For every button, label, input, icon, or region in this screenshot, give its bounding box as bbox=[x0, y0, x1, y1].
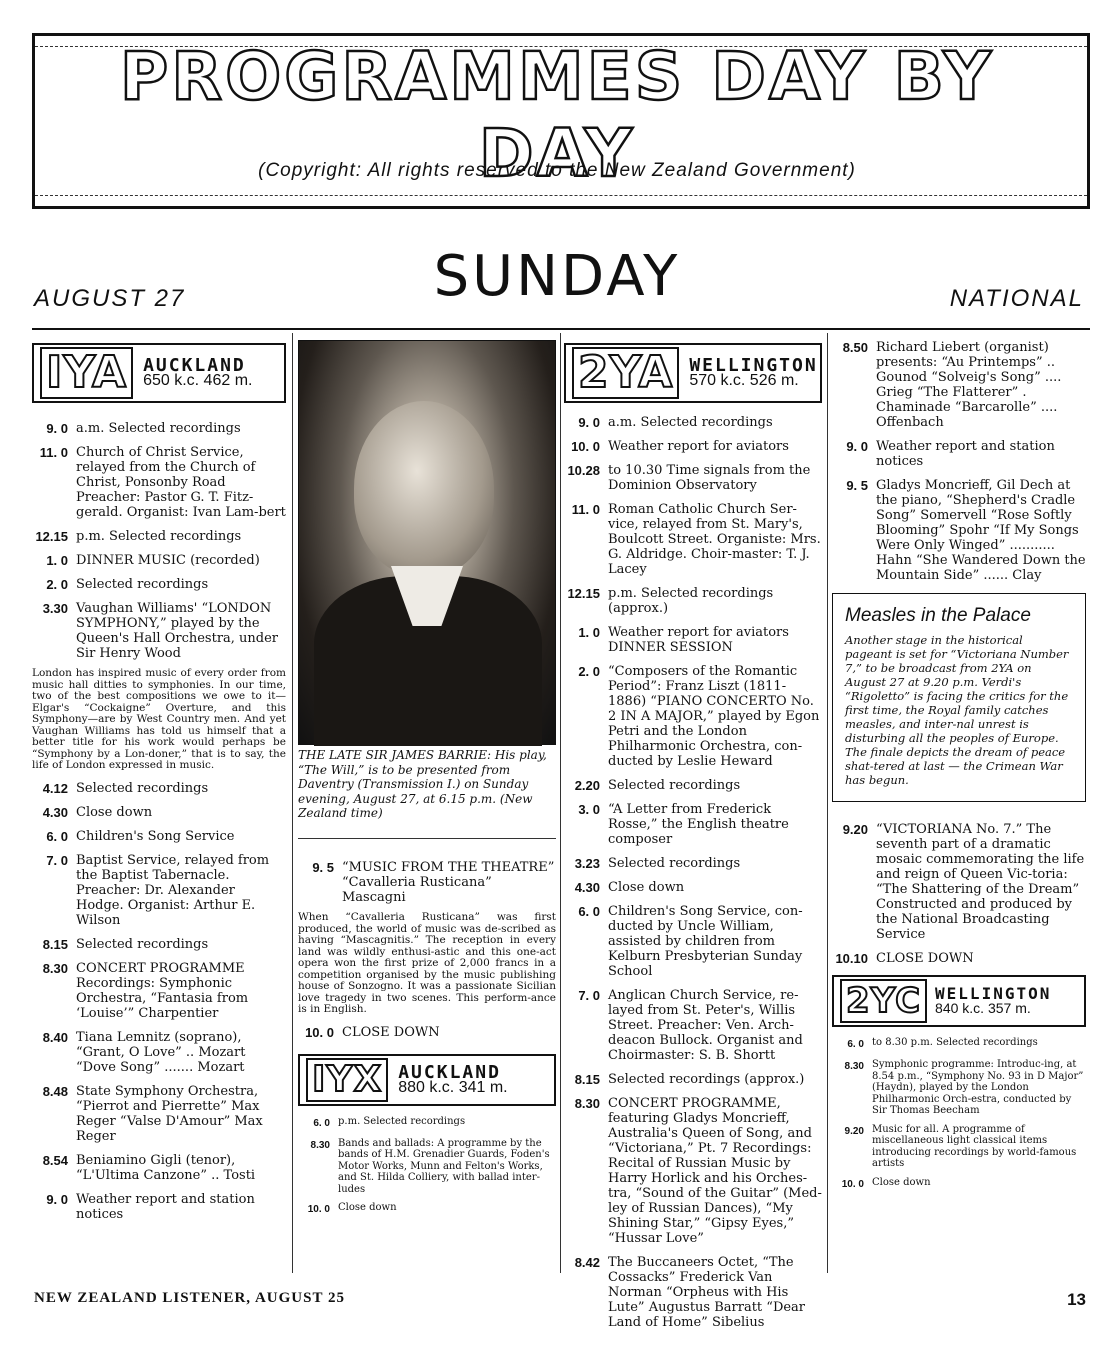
item-time: 10. 0 bbox=[307, 1204, 330, 1215]
item-time: 10. 0 bbox=[571, 439, 600, 454]
item-desc: Close down bbox=[872, 1176, 931, 1188]
item-desc: “VICTORIANA No. 7.” The seventh part of a dramatic mosaic commemorating the life and reign of Queen Vic-toria: “The Shattering of the Dream” Constructed and produced by the National Broadcasting Service bbox=[876, 822, 1085, 942]
2ya-column bbox=[564, 343, 822, 1339]
list-item bbox=[32, 445, 286, 520]
column-divider bbox=[560, 333, 561, 1273]
item-time: 2. 0 bbox=[46, 577, 68, 592]
list-item bbox=[564, 1255, 822, 1330]
item-desc: CONCERT PROGRAMME Recordings: Symphonic Orchestra, “Fantasia from ‘Louise’” Charpentier bbox=[76, 960, 249, 1021]
list-item bbox=[564, 415, 822, 430]
iya-station-name: AUCKLAND bbox=[143, 355, 246, 376]
item-time: 7. 0 bbox=[46, 852, 68, 868]
item-time: 10.28 bbox=[567, 463, 600, 478]
list-item bbox=[298, 1202, 556, 1217]
item-desc: Close down bbox=[338, 1202, 397, 1213]
list-item bbox=[832, 1059, 1086, 1117]
2ya-evening-list bbox=[832, 340, 1086, 583]
iya-logo: IYA bbox=[40, 347, 133, 399]
item-time: 8.50 bbox=[842, 340, 868, 355]
item-time: 3.30 bbox=[42, 601, 68, 616]
list-item bbox=[298, 860, 556, 905]
2ya-station-name: WELLINGTON bbox=[689, 355, 818, 376]
item-desc: Richard Liebert (organist) presents: “Au Printemps” .. Gounod “Solveig's Song” .... Grieg “The Flatterer” . Chaminade “Barcarolle” .... Offenbach bbox=[876, 340, 1062, 430]
item-desc: Music for all. A programme of miscellaneous light classical items introducing recordings by world-famous artists bbox=[872, 1123, 1077, 1169]
item-desc: Close down bbox=[76, 804, 153, 820]
list-item bbox=[564, 439, 822, 454]
item-time: 9. 0 bbox=[578, 415, 600, 430]
list-item bbox=[564, 502, 822, 577]
item-time: 8.48 bbox=[42, 1083, 68, 1099]
iya-programme-list-2 bbox=[32, 781, 286, 1222]
item-time: 8.30 bbox=[310, 1139, 330, 1151]
2ya-logo: 2YA bbox=[572, 347, 679, 399]
photo-caption: THE LATE SIR JAMES BARRIE: His play, “The Will,” is to be presented from Daventry (Transmission I.) on Sunday evening, August 27, at 6.15 p.m. (New Zealand time) bbox=[298, 748, 547, 820]
item-time: 11. 0 bbox=[571, 502, 600, 517]
item-desc: Tiana Lemnitz (soprano), “Grant, O Love” .. Mozart “Dove Song” ....... Mozart bbox=[76, 1029, 246, 1075]
list-item bbox=[32, 1084, 286, 1144]
item-time: 9. 5 bbox=[846, 478, 868, 493]
item-desc: DINNER MUSIC (recorded) bbox=[76, 553, 260, 568]
list-item bbox=[564, 664, 822, 769]
item-time: 6. 0 bbox=[847, 1039, 864, 1050]
item-desc: Vaughan Williams' “LONDON SYMPHONY,” played by the Queen's Hall Orchestra, under Sir Henry Wood bbox=[76, 601, 279, 661]
item-desc: Roman Catholic Church Ser-vice, relayed from St. Mary's, Boulcott Street. Organiste: Mrs. G. Aldridge. Choir-master: T. J. Lacey bbox=[608, 502, 821, 577]
2yc-station-header bbox=[832, 975, 1086, 1027]
iya-frequency: 650 k.c. 462 m. bbox=[143, 372, 253, 389]
list-item bbox=[32, 781, 286, 796]
item-desc: Children's Song Service, con-ducted by Uncle William, assisted by children from Kelburn Presbyterian Sunday School bbox=[608, 904, 803, 979]
list-item bbox=[832, 1037, 1086, 1052]
item-time: 9. 5 bbox=[312, 860, 334, 875]
copyright-notice: (Copyright: All rights reserved to the New Zealand Government) bbox=[258, 160, 856, 181]
item-desc: Selected recordings (approx.) bbox=[608, 1072, 805, 1087]
item-desc: Baptist Service, relayed from the Baptist Tabernacle. Preacher: Dr. Alexander Hodge. Organist: Arthur E. Wilson bbox=[76, 852, 270, 928]
item-time: 12.15 bbox=[567, 586, 600, 601]
item-time: 4.30 bbox=[574, 880, 600, 895]
item-time: 8.54 bbox=[42, 1152, 68, 1168]
iyx-programme-list bbox=[298, 1116, 556, 1218]
list-item bbox=[832, 439, 1086, 469]
item-time: 2. 0 bbox=[578, 664, 600, 679]
item-time: 9. 0 bbox=[46, 421, 68, 436]
item-desc: The Buccaneers Octet, “The Cossacks” Frederick Van Norman “Orpheus with His Lute” Augustus Barratt “Dear Land of Home” Sibelius bbox=[608, 1255, 806, 1330]
item-desc: Selected recordings bbox=[76, 577, 209, 592]
header-rule bbox=[32, 328, 1090, 330]
list-item bbox=[32, 1153, 286, 1183]
item-time: 6. 0 bbox=[313, 1117, 330, 1129]
feature-body: Another stage in the historical pageant is set for “Victoriana Number 7,” to be broadcast from 2YA on August 27 at 9.20 p.m. Verdi's “Rigoletto” is facing the critics for the first time, the Royal family catches measles, and inter-nal unrest is disturbing all the peoples of Europe. The finale depicts the dream of peace shat-tered at last — the Crimean War has begun. bbox=[845, 633, 1069, 787]
item-time: 8.30 bbox=[844, 1061, 864, 1072]
item-desc: p.m. Selected recordings bbox=[76, 529, 242, 544]
list-item bbox=[832, 822, 1086, 942]
item-desc: Weather report for aviators DINNER SESSION bbox=[608, 625, 789, 655]
portrait-photo bbox=[298, 340, 556, 745]
list-item bbox=[32, 829, 286, 844]
list-item bbox=[32, 601, 286, 661]
list-item bbox=[832, 1177, 1086, 1192]
2ya-late-list bbox=[832, 822, 1086, 966]
list-item bbox=[832, 951, 1086, 966]
item-desc: Symphonic programme: Introduc-ing, at 8.54 p.m., “Symphony No. 93 in D Major” (Haydn), played by the London Philharmonic Orch-estra, conducted by Sir Thomas Beecham bbox=[872, 1059, 1084, 1116]
list-item bbox=[564, 802, 822, 847]
item-time: 9.20 bbox=[844, 1125, 864, 1137]
iyx-logo: IYX bbox=[306, 1058, 388, 1102]
item-time: 10.10 bbox=[835, 951, 868, 966]
2yc-programme-list bbox=[832, 1037, 1086, 1192]
iyx-frequency: 880 k.c. 341 m. bbox=[398, 1078, 508, 1096]
iyx-station-header bbox=[298, 1054, 556, 1106]
iya-column bbox=[32, 343, 286, 1231]
list-item bbox=[564, 625, 822, 655]
item-time: 4.12 bbox=[42, 780, 68, 796]
list-item bbox=[298, 1025, 556, 1040]
iya-station-header bbox=[32, 343, 286, 403]
item-time: 10. 0 bbox=[305, 1024, 334, 1040]
item-time: 12.15 bbox=[35, 529, 68, 544]
network-label: NATIONAL bbox=[949, 285, 1084, 312]
item-time: 6. 0 bbox=[578, 904, 600, 919]
divider bbox=[298, 838, 556, 839]
list-item bbox=[564, 904, 822, 979]
list-item bbox=[564, 1096, 822, 1246]
list-item bbox=[832, 1124, 1086, 1170]
list-item bbox=[32, 529, 286, 544]
item-time: 3. 0 bbox=[578, 802, 600, 817]
item-time: 8.30 bbox=[574, 1096, 600, 1111]
item-desc: Anglican Church Service, re-layed from St. Peter's, Willis Street. Preacher: Ven. Arch-deacon Bullock. Organist and Choirmaster: S. B. Shortt bbox=[608, 988, 803, 1063]
item-desc: Gladys Moncrieff, Gil Dech at the piano, “Shepherd's Cradle Song” Somervell “Rose Softly Blooming” Spohr “If My Songs Were Only Winged” ........... Hahn “She Wandered Down the Mountain Side” ...... Clay bbox=[876, 478, 1086, 583]
list-item bbox=[32, 577, 286, 592]
mid-note: When “Cavalleria Rusticana” was first produced, the world of music was de-scribed as having “Mascagnitis.” The reception in every land was wildly enthusi-astic and this one-act opera won the first prize of 2,000 francs in a competition organised by the music publishing house of Sonzogno. It was a passionate Sicilian love tragedy in two scenes. This perform-ance is in English. bbox=[298, 911, 556, 1015]
iya-note: London has inspired music of every order from music hall ditties to symphonies. In our time, two of the best compositions we owe to it—Elgar's “Cockaigne” Overture, and this Symphony—are by West Country men. And yet Vaughan Williams has told us himself that a better title for his work would perhaps be “Symphony by a Lon-doner,” that is to say, the life of London expressed in music. bbox=[32, 667, 286, 771]
item-desc: “MUSIC FROM THE THEATRE” “Cavalleria Rusticana” Mascagni bbox=[342, 860, 555, 905]
list-item bbox=[564, 586, 822, 616]
list-item bbox=[32, 961, 286, 1021]
item-time: 3.23 bbox=[574, 856, 600, 871]
item-desc: Beniamino Gigli (tenor), “L'Ultima Canzone” .. Tosti bbox=[76, 1152, 256, 1183]
list-item bbox=[32, 937, 286, 952]
list-item bbox=[298, 1116, 556, 1131]
item-desc: Weather report and station notices bbox=[876, 439, 1055, 469]
2ya-frequency: 570 k.c. 526 m. bbox=[689, 372, 799, 389]
list-item bbox=[564, 1072, 822, 1087]
footer-publication: NEW ZEALAND LISTENER, AUGUST 25 bbox=[34, 1290, 345, 1306]
day-title: SUNDAY bbox=[433, 244, 681, 309]
2ya-station-header bbox=[564, 343, 822, 403]
item-desc: to 10.30 Time signals from the Dominion Observatory bbox=[608, 463, 811, 493]
list-item bbox=[32, 553, 286, 568]
item-desc: “A Letter from Frederick Rosse,” the English theatre composer bbox=[608, 802, 789, 847]
2yc-station-name: WELLINGTON bbox=[935, 984, 1052, 1003]
date-label: AUGUST 27 bbox=[34, 285, 186, 312]
item-time: 1. 0 bbox=[46, 553, 68, 568]
item-time: 1. 0 bbox=[578, 625, 600, 640]
item-time: 8.30 bbox=[42, 960, 68, 976]
feature-box bbox=[832, 593, 1086, 802]
item-desc: Bands and ballads: A programme by the bands of H.M. Grenadier Guards, Foden's Motor Works, Munn and Felton's Works, and St. Hilda Colliery, with ballad inter-ludes bbox=[338, 1137, 550, 1195]
item-desc: State Symphony Orchestra, “Pierrot and Pierrette” Max Reger “Valse D'Amour” Max Reger bbox=[76, 1083, 263, 1144]
2ya-programme-list bbox=[564, 415, 822, 1330]
masthead-title: PROGRAMMES DAY BY DAY bbox=[119, 38, 995, 192]
list-item bbox=[298, 1138, 556, 1196]
list-item bbox=[832, 478, 1086, 583]
item-desc: to 8.30 p.m. Selected recordings bbox=[872, 1037, 1038, 1048]
item-desc: Selected recordings bbox=[608, 856, 741, 871]
item-time: 9. 0 bbox=[46, 1191, 68, 1207]
list-item bbox=[564, 778, 822, 793]
item-time: 8.15 bbox=[574, 1072, 600, 1087]
item-desc: Selected recordings bbox=[76, 936, 209, 952]
item-time: 8.15 bbox=[42, 936, 68, 952]
item-desc: “Composers of the Romantic Period”: Franz Liszt (1811-1886) “PIANO CONCERTO No. 2 IN A MAJOR,” played by Egon Petri and the London Philharmonic Orchestra, con-ducted by Leslie Heward bbox=[608, 664, 820, 769]
item-desc: p.m. Selected recordings (approx.) bbox=[608, 586, 774, 616]
list-item bbox=[832, 340, 1086, 430]
iyx-station-name: AUCKLAND bbox=[398, 1061, 501, 1083]
item-desc: CLOSE DOWN bbox=[876, 951, 974, 966]
item-desc: a.m. Selected recordings bbox=[76, 421, 241, 436]
2yc-logo: 2YC bbox=[840, 979, 927, 1023]
item-desc: Selected recordings bbox=[608, 778, 741, 793]
item-desc: a.m. Selected recordings bbox=[608, 415, 773, 430]
list-item bbox=[32, 1192, 286, 1222]
item-desc: Children's Song Service bbox=[76, 828, 235, 844]
item-desc: Close down bbox=[608, 880, 685, 895]
item-time: 6. 0 bbox=[46, 828, 68, 844]
item-desc: p.m. Selected recordings bbox=[338, 1115, 466, 1127]
list-item bbox=[32, 853, 286, 928]
item-time: 7. 0 bbox=[578, 988, 600, 1003]
page-number: 13 bbox=[1067, 1290, 1086, 1309]
list-item bbox=[564, 856, 822, 871]
item-time: 9. 0 bbox=[846, 439, 868, 454]
item-desc: CLOSE DOWN bbox=[342, 1024, 440, 1040]
column-divider bbox=[292, 333, 293, 1273]
item-time: 8.42 bbox=[574, 1255, 600, 1270]
item-desc: Weather report and station notices bbox=[76, 1191, 255, 1222]
2yc-frequency: 840 k.c. 357 m. bbox=[935, 1000, 1031, 1016]
right-column bbox=[832, 340, 1086, 1199]
item-time: 11. 0 bbox=[39, 445, 68, 460]
item-time: 9.20 bbox=[842, 822, 868, 837]
item-time: 4.30 bbox=[42, 804, 68, 820]
item-desc: Selected recordings bbox=[76, 780, 209, 796]
item-time: 10. 0 bbox=[841, 1178, 864, 1190]
list-item bbox=[32, 805, 286, 820]
list-item bbox=[32, 421, 286, 436]
mid-column bbox=[298, 860, 556, 1224]
list-item bbox=[564, 880, 822, 895]
item-desc: Church of Christ Service, relayed from the Church of Christ, Ponsonby Road Preacher: Pastor G. T. Fitz-gerald. Organist: Ivan Lam-bert bbox=[76, 445, 286, 520]
item-time: 8.40 bbox=[42, 1029, 68, 1045]
list-item bbox=[564, 463, 822, 493]
list-item bbox=[32, 1030, 286, 1075]
iya-programme-list bbox=[32, 421, 286, 661]
list-item bbox=[564, 988, 822, 1063]
item-time: 2.20 bbox=[574, 778, 600, 793]
item-desc: CONCERT PROGRAMME, featuring Gladys Moncrieff, Australia's Queen of Song, and “Victoriana,” Pt. 7 Recordings: Recital of Russian Music by Harry Horlick and his Orches-tra, “Sound of the Guitar” (Med-ley of Russian Dances), “My Shining Star,” “Gipsy Eyes,” “Hussar Love” bbox=[608, 1096, 822, 1246]
item-desc: Weather report for aviators bbox=[608, 439, 789, 454]
column-divider bbox=[827, 333, 828, 1273]
feature-title: Measles in the Palace bbox=[845, 605, 1031, 626]
